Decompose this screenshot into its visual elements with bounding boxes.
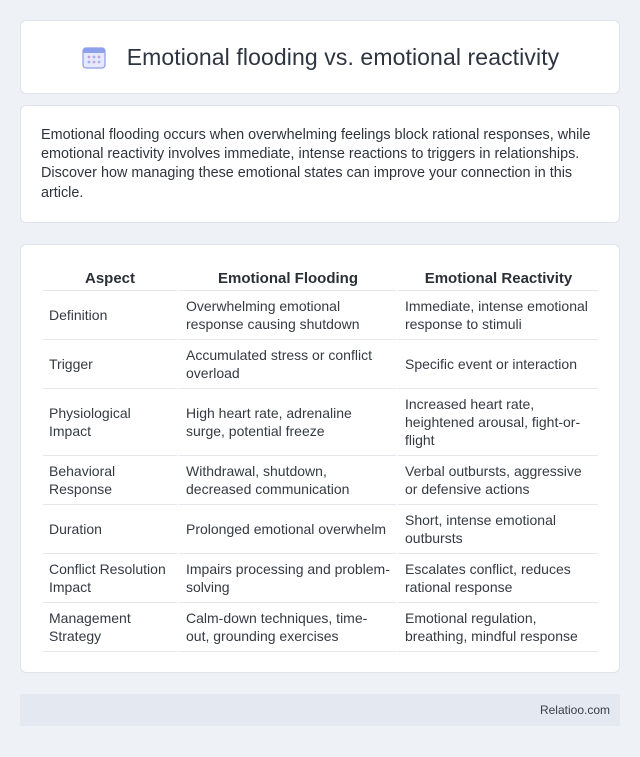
table-cell: Management Strategy <box>43 603 177 652</box>
table-cell: Physiological Impact <box>43 389 177 456</box>
table-cell: Duration <box>43 505 177 554</box>
table-cell: Calm-down techniques, time-out, grounding exercises <box>177 603 396 652</box>
table-cell: Impairs processing and problem-solving <box>177 554 396 603</box>
table-cell: Short, intense emotional outbursts <box>396 505 598 554</box>
comparison-table <box>43 265 598 652</box>
table-cell: Behavioral Response <box>43 456 177 505</box>
footer-brand[interactable]: Relatioo.com <box>539 703 610 717</box>
table-cell: Trigger <box>43 340 177 389</box>
table-row <box>43 603 598 652</box>
table-cell: Immediate, intense emotional response to stimuli <box>396 291 598 340</box>
table-header-row <box>43 265 598 291</box>
table-cell: Accumulated stress or conflict overload <box>177 340 396 389</box>
calendar-icon <box>81 44 107 70</box>
table-cell: Emotional regulation, breathing, mindful response <box>396 603 598 652</box>
table-cell: Overwhelming emotional response causing shutdown <box>177 291 396 340</box>
table-row <box>43 456 598 505</box>
table-cell: Conflict Resolution Impact <box>43 554 177 603</box>
table-cell: Escalates conflict, reduces rational response <box>396 554 598 603</box>
intro-card <box>20 105 620 223</box>
intro-text: Emotional flooding occurs when overwhelming feelings block rational responses, while emotional reactivity involves immediate, intense reactions to triggers in relationships. Discover how managing these emotional states can improve your connection in this article. <box>41 127 591 201</box>
footer <box>20 694 620 726</box>
table-cell: Increased heart rate, heightened arousal, fight-or-flight <box>396 389 598 456</box>
column-header: Emotional Flooding <box>177 265 396 291</box>
table-row <box>43 291 598 340</box>
table-row <box>43 389 598 456</box>
page-title: Emotional flooding vs. emotional reactivity <box>126 43 560 70</box>
column-header: Aspect <box>43 265 177 291</box>
title-card <box>20 20 620 94</box>
table-cell: Prolonged emotional overwhelm <box>177 505 396 554</box>
table-cell: Withdrawal, shutdown, decreased communication <box>177 456 396 505</box>
table-row <box>43 340 598 389</box>
table-cell: High heart rate, adrenaline surge, potential freeze <box>177 389 396 456</box>
comparison-card <box>20 244 620 673</box>
table-row <box>43 554 598 603</box>
table-cell: Specific event or interaction <box>396 340 598 389</box>
table-row <box>43 505 598 554</box>
column-header: Emotional Reactivity <box>396 265 598 291</box>
table-cell: Definition <box>43 291 177 340</box>
table-cell: Verbal outbursts, aggressive or defensive actions <box>396 456 598 505</box>
